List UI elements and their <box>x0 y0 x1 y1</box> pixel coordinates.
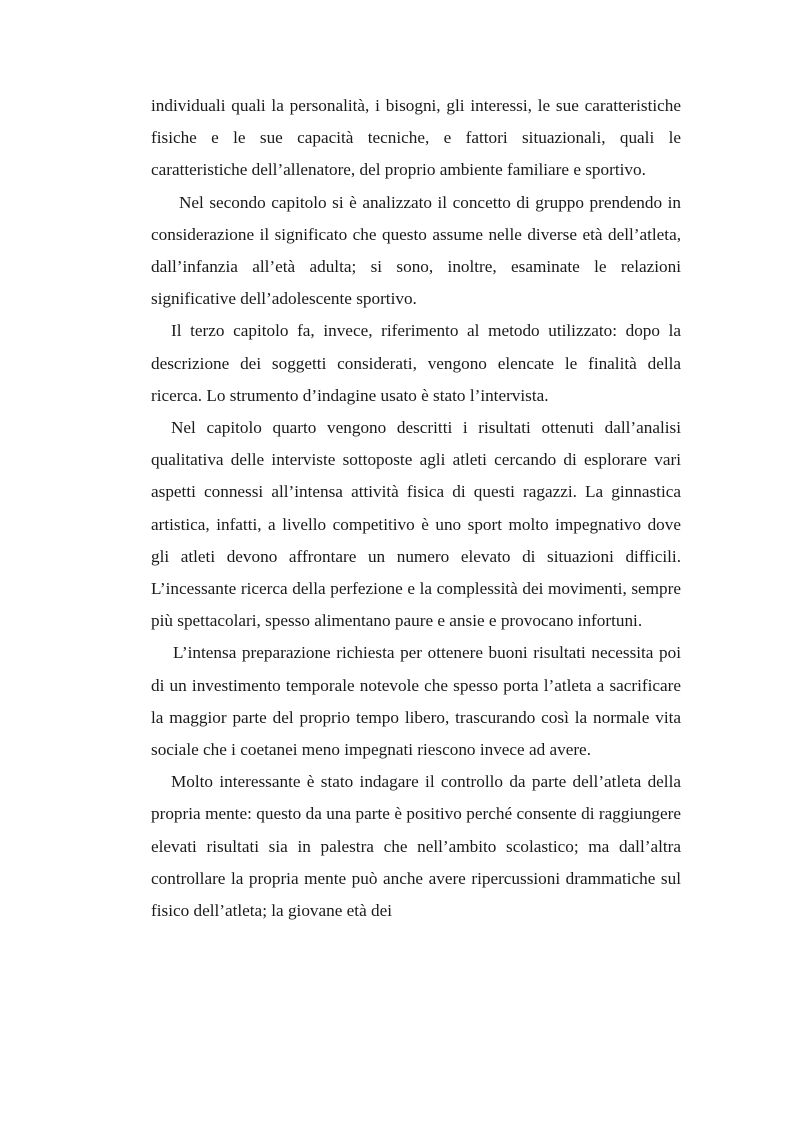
paragraph-6: Molto interessante è stato indagare il controllo da parte dell’atleta della propria mente: questo da una parte è positivo perché consente di raggiungere elevati risultati sia in palestra che nell’ambito scolastico; ma dall’altra controllare la propria mente può anche avere ripercussioni drammatiche sul fisico dell’atleta; la giovane età dei <box>151 772 681 921</box>
document-page <box>151 90 681 927</box>
paragraph-4: Nel capitolo quarto vengono descritti i risultati ottenuti dall’analisi qualitativa delle interviste sottoposte agli atleti cercando di esplorare vari aspetti connessi all’intensa attività fisica di questi ragazzi. La ginnastica artistica, infatti, a livello competitivo è uno sport molto impegnativo dove gli atleti devono affrontare un numero elevato di situazioni difficili. L’incessante ricerca della perfezione e la complessità dei movimenti, sempre più spettacolari, spesso alimentano paure e ansie e provocano infortuni. <box>151 418 681 631</box>
paragraph-1: individuali quali la personalità, i bisogni, gli interessi, le sue caratteristiche fisiche e le sue capacità tecniche, e fattori situazionali, quali le caratteristiche dell’allenatore, del proprio ambiente familiare e sportivo. <box>151 96 681 180</box>
paragraph-3: Il terzo capitolo fa, invece, riferimento al metodo utilizzato: dopo la descrizione dei soggetti considerati, vengono elencate le finalità della ricerca. Lo strumento d’indagine usato è stato l’intervista. <box>151 321 681 405</box>
paragraph-2: Nel secondo capitolo si è analizzato il concetto di gruppo prendendo in considerazione il significato che questo assume nelle diverse età dell’atleta, dall’infanzia all’età adulta; si sono, inoltre, esaminate le relazioni significative dell’adolescente sportivo. <box>151 192 681 309</box>
paragraph-5: L’intensa preparazione richiesta per ottenere buoni risultati necessita poi di un investimento temporale notevole che spesso porta l’atleta a sacrificare la maggior parte del proprio tempo libero, trascurando così la normale vita sociale che i coetanei meno impegnati riescono invece ad avere. <box>151 643 681 760</box>
